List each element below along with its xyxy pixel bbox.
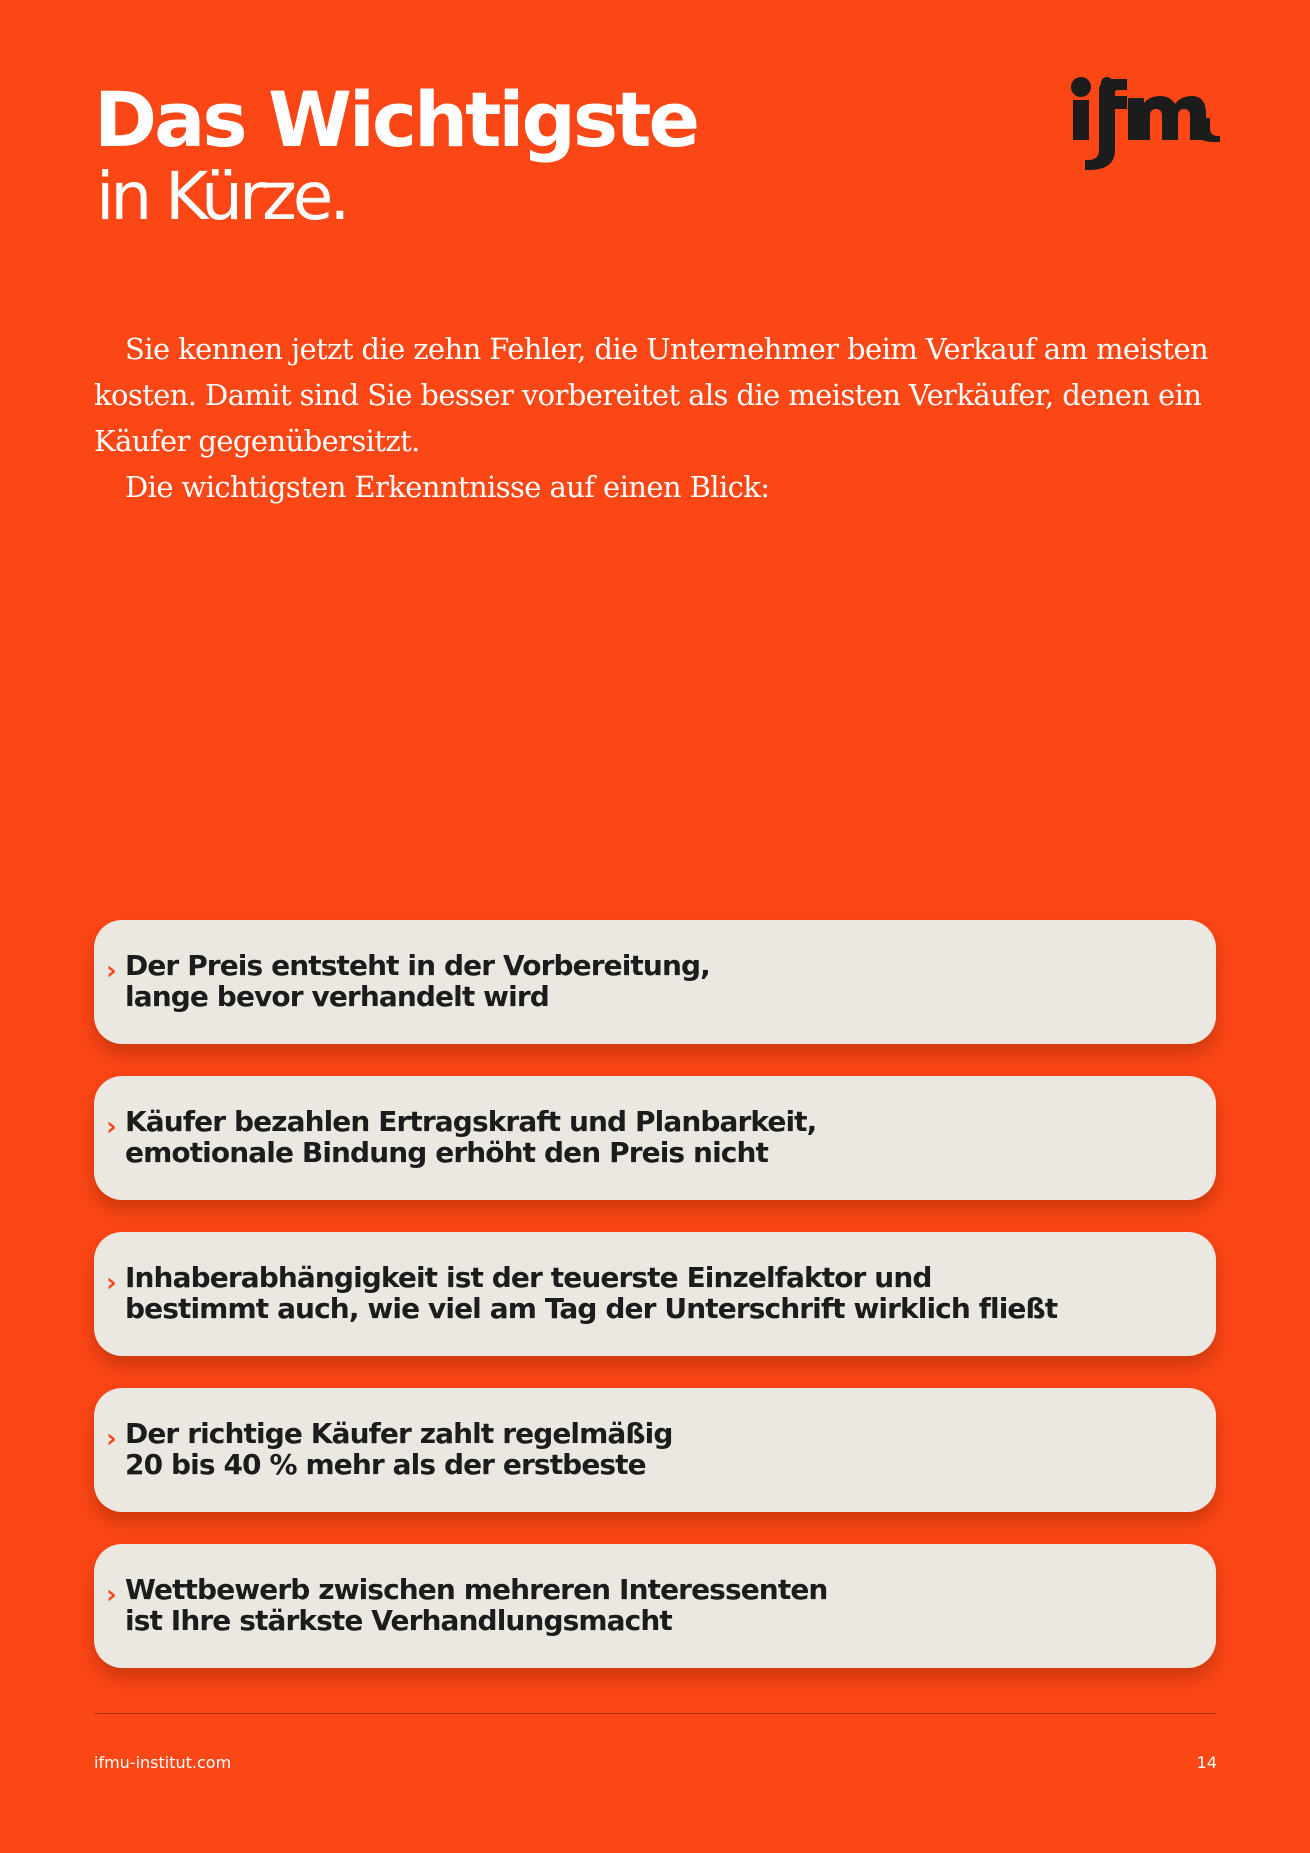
chevron-right-icon: › [106, 1268, 117, 1298]
takeaway-line: ist Ihre stärkste Verhandlungsmacht [125, 1604, 672, 1637]
takeaway-line: Wettbewerb zwischen mehreren Interessenten [125, 1573, 828, 1606]
takeaway-line: emotionale Bindung erhöht den Preis nicht [125, 1136, 768, 1169]
takeaway-text [125, 1106, 816, 1168]
ifmu-logo [1070, 76, 1220, 178]
takeaway-card [94, 920, 1216, 1044]
chevron-right-icon: › [106, 1424, 117, 1454]
takeaway-text [125, 950, 710, 1012]
takeaway-text [125, 1574, 827, 1636]
takeaway-line: lange bevor verhandelt wird [125, 980, 549, 1013]
page-number: 14 [1196, 1753, 1217, 1772]
takeaway-line: Käufer bezahlen Ertragskraft und Planbarkeit, [125, 1105, 817, 1138]
takeaway-card [94, 1388, 1216, 1512]
takeaway-card [94, 1076, 1216, 1200]
takeaway-line: 20 bis 40 % mehr als der erstbeste [125, 1448, 646, 1481]
footer-divider [94, 1713, 1216, 1714]
chevron-right-icon: › [106, 956, 117, 986]
takeaway-line: Der richtige Käufer zahlt regelmäßig [125, 1417, 673, 1450]
intro-text [94, 326, 1224, 510]
footer-website: ifmu-institut.com [94, 1753, 232, 1772]
takeaway-text [125, 1418, 672, 1480]
chevron-right-icon: › [106, 1112, 117, 1142]
page-subtitle: in Kürze. [96, 158, 347, 235]
intro-lead-in: Die wichtigsten Erkenntnisse auf einen Blick: [125, 470, 770, 504]
takeaway-line: Inhaberabhängigkeit ist der teuerste Einzelfaktor und [125, 1261, 932, 1294]
takeaway-text [125, 1262, 1057, 1324]
takeaway-card [94, 1544, 1216, 1668]
takeaway-card [94, 1232, 1216, 1356]
takeaway-line: bestimmt auch, wie viel am Tag der Unterschrift wirklich fließt [125, 1292, 1058, 1325]
page-title: Das Wichtigste [94, 75, 697, 164]
takeaway-line: Der Preis entsteht in der Vorbereitung, [125, 949, 710, 982]
chevron-right-icon: › [106, 1580, 117, 1610]
intro-paragraph: Sie kennen jetzt die zehn Fehler, die Unternehmer beim Verkauf am meisten kosten. Damit sind Sie besser vorbereitet als die meisten Verkäufer, denen ein Käufer gegenübersitzt. [94, 332, 1209, 458]
